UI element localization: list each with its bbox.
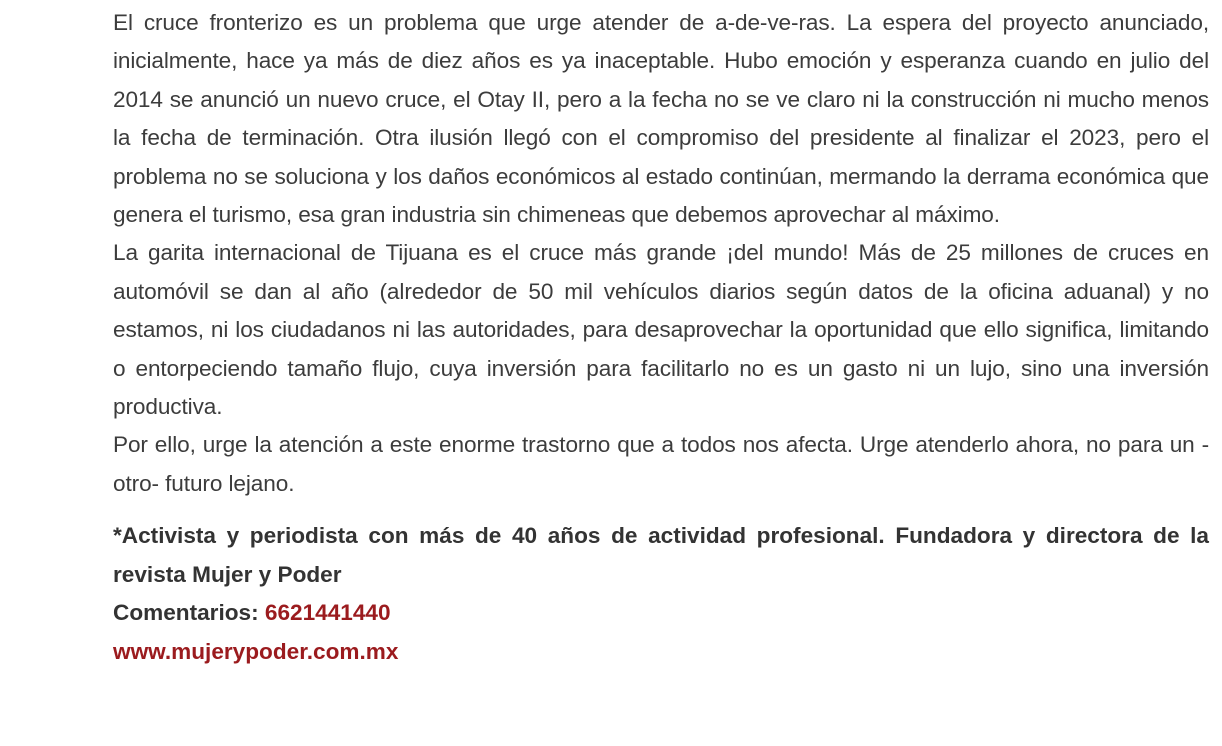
author-bio: *Activista y periodista con más de 40 años de actividad profesional. Fundadora y directora de la revista Mujer y Poder [113, 523, 1209, 587]
article-paragraph-2: La garita internacional de Tijuana es el cruce más grande ¡del mundo! Más de 25 millones de cruces en automóvil se dan al año (alrededor de 50 mil vehículos diarios según datos de la oficina aduanal) y no estamos, ni los ciudadanos ni las autoridades, para desaprovechar la oportunidad que ello significa, limitando o entorpeciendo tamaño flujo, cuya inversión para facilitarlo no es un gasto ni un lujo, sino una inversión productiva. [113, 240, 1209, 420]
article-body [113, 4, 1209, 671]
comments-line [113, 594, 1209, 632]
phone-link[interactable]: 6621441440 [264, 600, 391, 626]
author-signature [113, 517, 1209, 671]
article-paragraph-1: El cruce fronterizo es un problema que urge atender de a-de-ve-ras. La espera del proyecto anunciado, inicialmente, hace ya más de diez años es ya inaceptable. Hubo emoción y esperanza cuando en julio del 2014 se anunció un nuevo cruce, el Otay II, pero a la fecha no se ve claro ni la construcción ni mucho menos la fecha de terminación. Otra ilusión llegó con el compromiso del presidente al finalizar el 2023, pero el problema no se soluciona y los daños económicos al estado continúan, mermando la derrama económica que genera el turismo, esa gran industria sin chimeneas que debemos aprovechar al máximo. [113, 10, 1209, 228]
comments-label: Comentarios: [113, 600, 259, 626]
article-paragraph-3: Por ello, urge la atención a este enorme trastorno que a todos nos afecta. Urge atenderlo ahora, no para un -otro- futuro lejano. [113, 432, 1209, 496]
website-link[interactable]: www.mujerypoder.com.mx [113, 638, 399, 664]
website-line [113, 633, 1209, 671]
